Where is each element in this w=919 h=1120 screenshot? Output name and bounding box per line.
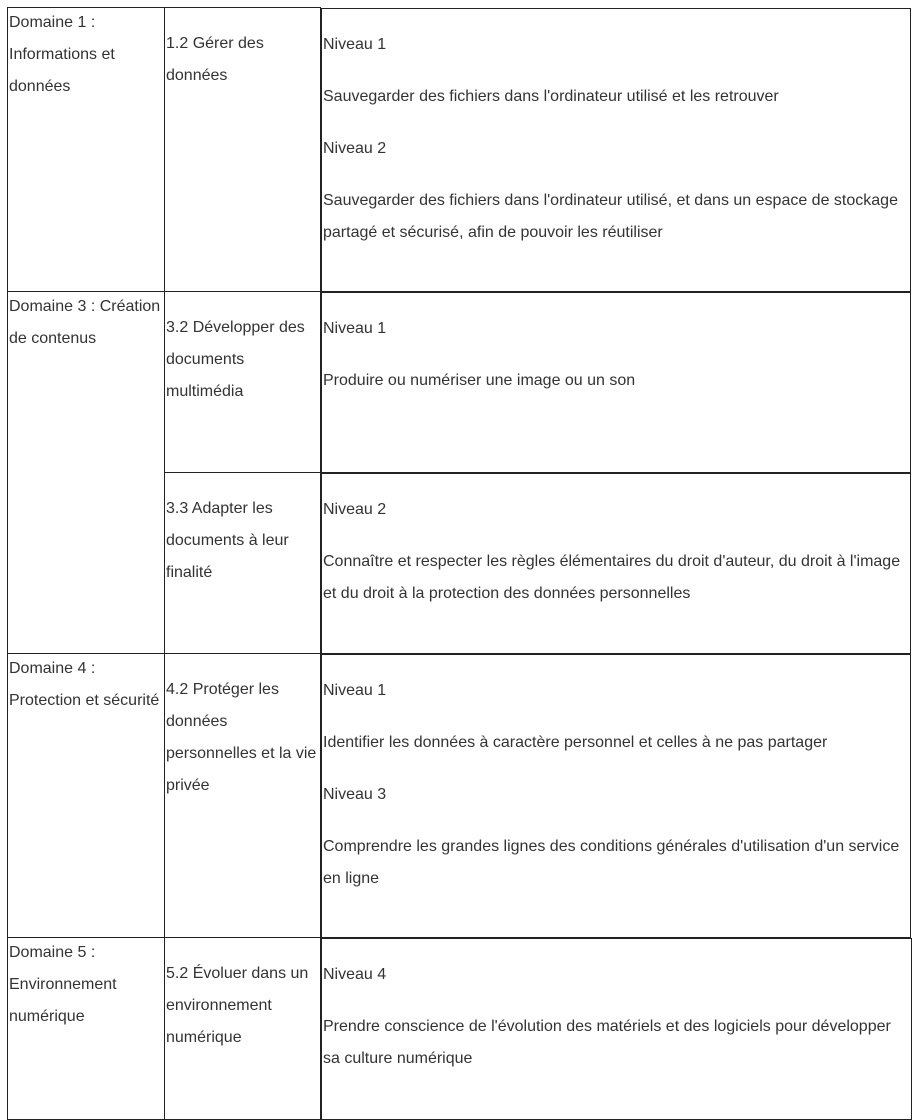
competence-label: 1.2 Gérer des données <box>166 35 264 84</box>
table-row <box>8 654 912 938</box>
niveau-text: Connaître et respecter les règles élémentaires du droit d'auteur, du droit à l'image et du droit à la protection des données personnelles <box>323 552 901 602</box>
niveaux-cell <box>321 938 912 1120</box>
competence-label: 4.2 Protéger les données personnelles et la vie privée <box>166 681 317 794</box>
niveau-label: Niveau 1 <box>323 319 387 337</box>
competence-cell <box>165 938 321 1120</box>
domaine-label: Domaine 1 : Informations et données <box>9 14 115 95</box>
table-row <box>8 8 912 292</box>
niveau-text: Prendre conscience de l'évolution des matériels et des logiciels pour développer sa culture numérique <box>323 1017 891 1067</box>
competence-label: 5.2 Évoluer dans un environnement numérique <box>166 965 309 1046</box>
niveaux-cell <box>321 473 911 654</box>
niveau-text: Produire ou numériser une image ou un son <box>323 371 636 389</box>
niveau-text: Identifier les données à caractère personnel et celles à ne pas partager <box>323 733 828 751</box>
niveaux-cell <box>321 654 911 938</box>
competence-cell <box>165 292 321 473</box>
domaine-cell <box>8 8 165 292</box>
niveau-label: Niveau 1 <box>323 35 387 53</box>
domaine-cell <box>8 292 165 654</box>
competences-table <box>7 7 912 1120</box>
niveau-label: Niveau 2 <box>323 139 387 157</box>
niveau-label: Niveau 3 <box>323 785 387 803</box>
niveau-text: Sauvegarder des fichiers dans l'ordinateur utilisé et les retrouver <box>323 87 779 105</box>
table-row <box>8 938 912 1120</box>
niveau-label: Niveau 2 <box>323 500 387 518</box>
domaine-cell <box>8 938 165 1120</box>
domaine-label: Domaine 4 : Protection et sécurité <box>9 660 160 709</box>
domaine-label: Domaine 3 : Création de contenus <box>9 298 161 347</box>
competence-label: 3.3 Adapter les documents à leur finalité <box>166 500 289 581</box>
niveau-label: Niveau 4 <box>323 965 387 983</box>
niveau-label: Niveau 1 <box>323 681 387 699</box>
competence-cell <box>165 654 321 938</box>
niveau-text: Comprendre les grandes lignes des conditions générales d'utilisation d'un service en ligne <box>323 837 900 887</box>
table-row <box>8 292 912 473</box>
domaine-label: Domaine 5 : Environnement numérique <box>9 944 117 1025</box>
competence-cell <box>165 473 321 654</box>
domaine-cell <box>8 654 165 938</box>
niveaux-cell <box>321 8 911 292</box>
competence-cell <box>165 8 321 292</box>
competence-label: 3.2 Développer des documents multimédia <box>166 319 305 400</box>
niveaux-cell <box>321 292 911 473</box>
niveau-text: Sauvegarder des fichiers dans l'ordinateur utilisé, et dans un espace de stockage partagé et sécurisé, afin de pouvoir les réutiliser <box>323 191 898 241</box>
